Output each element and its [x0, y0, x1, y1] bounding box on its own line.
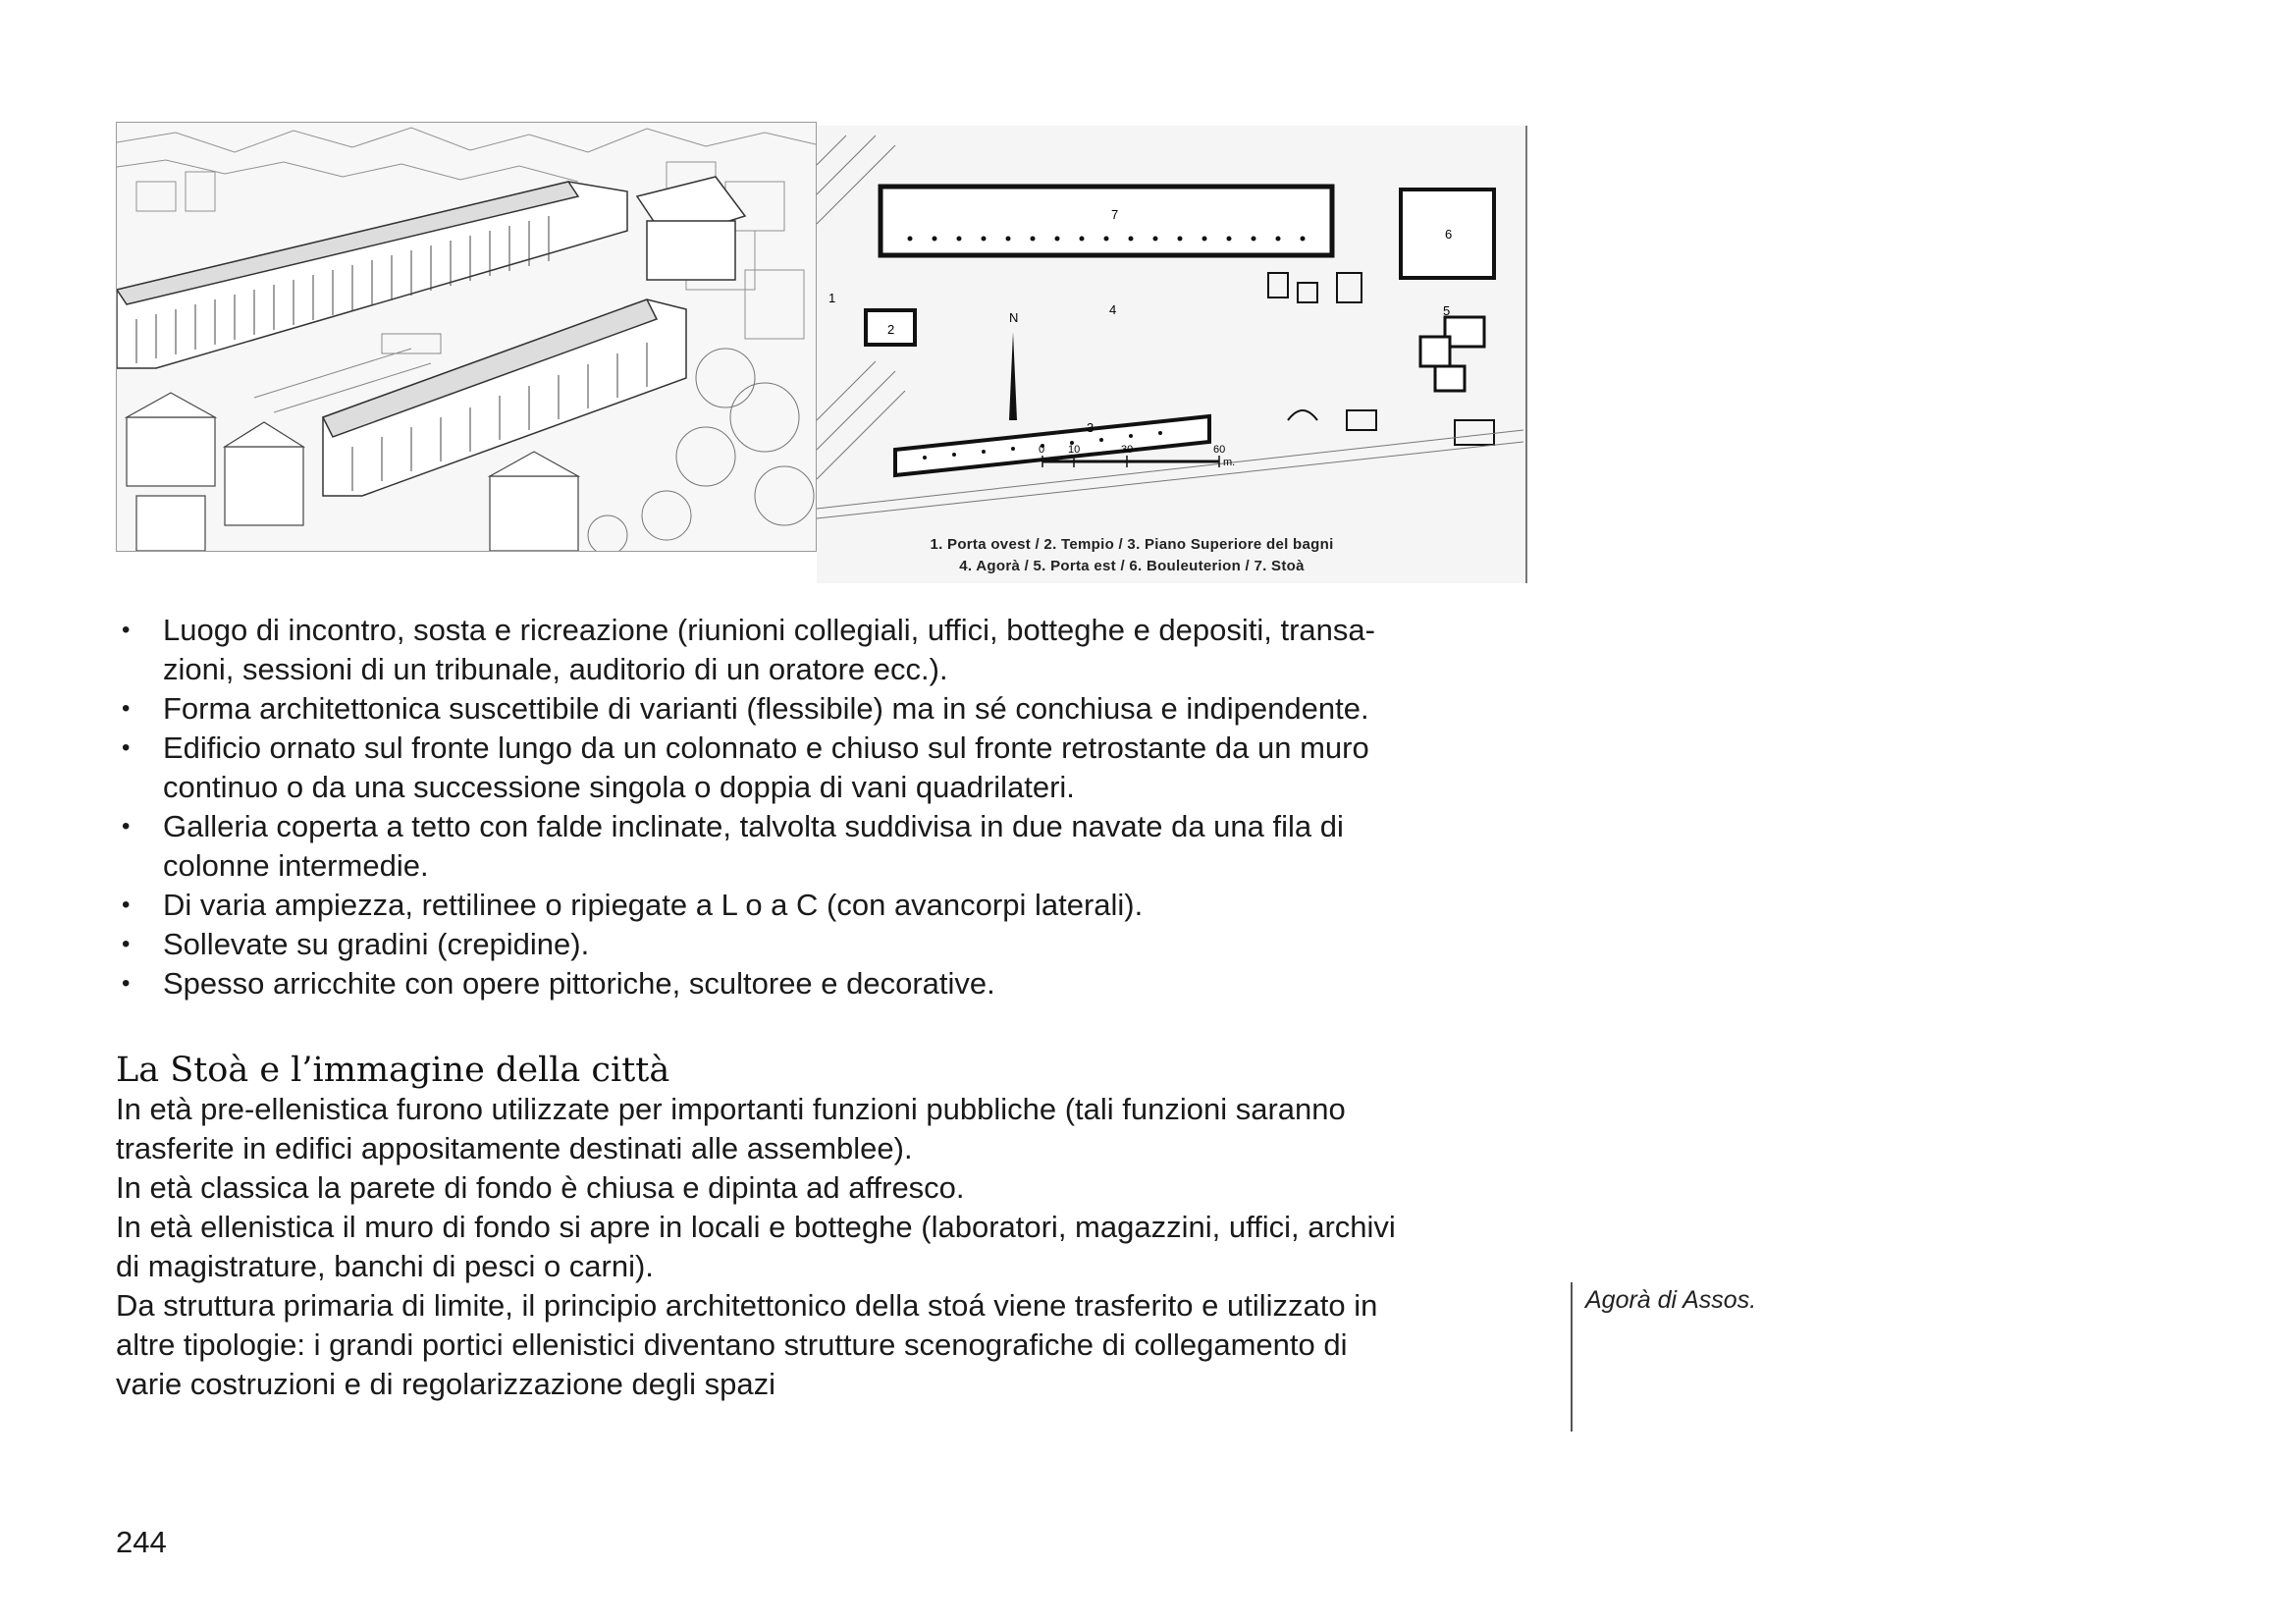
- feature-list: [116, 611, 1529, 1003]
- list-item-line: Di varia ampiezza, rettilinee o ripiegate a L o a C (con avancorpi laterali).: [163, 888, 1144, 922]
- scale-0: 0: [1039, 444, 1045, 456]
- scale-unit: m.: [1223, 457, 1236, 468]
- plan-north-label: N: [1009, 310, 1019, 325]
- plan-label-6: 6: [1445, 227, 1453, 242]
- list-item-line: Forma architettonica suscettibile di varianti (flessibile) ma in sé conchiusa e indipendente.: [163, 691, 1369, 726]
- bullet-icon: •: [122, 617, 131, 643]
- caption-rule: [1571, 1282, 1573, 1432]
- bullet-icon: •: [122, 695, 131, 722]
- plan-legend-line-1: 1. Porta ovest / 2. Tempio / 3. Piano Superiore del bagni: [930, 536, 1334, 553]
- list-item-line: Galleria coperta a tetto con falde inclinate, talvolta suddivisa in due navate da una fila di: [163, 809, 1344, 843]
- list-item-line: Luogo di incontro, sosta e ricreazione (riunioni collegiali, uffici, botteghe e depositi, transa-: [163, 613, 1375, 647]
- plan-drawing: [817, 126, 1525, 583]
- plan-legend-line-2: 4. Agorà / 5. Porta est / 6. Bouleuterion / 7. Stoà: [959, 558, 1305, 574]
- scale-10: 10: [1068, 444, 1081, 456]
- body-line: varie costruzioni e di regolarizzazione degli spazi: [116, 1367, 776, 1401]
- list-item: [116, 964, 1529, 1003]
- body-line: In età pre-ellenistica furono utilizzate per importanti funzioni pubbliche (tali funzioni saranno: [116, 1092, 1346, 1126]
- list-item-line: Spesso arricchite con opere pittoriche, scultoree e decorative.: [163, 966, 995, 1001]
- plan-label-3: 3: [1087, 420, 1095, 435]
- list-item: [116, 689, 1529, 729]
- section-body: [116, 1090, 1529, 1404]
- plan-label-1: 1: [828, 291, 836, 305]
- body-line: trasferite in edifici appositamente destinati alle assemblee).: [116, 1131, 913, 1165]
- list-item: [116, 925, 1529, 964]
- list-item-line: zioni, sessioni di un tribunale, auditorio di un oratore ecc.).: [163, 652, 948, 686]
- body-line: Da struttura primaria di limite, il principio architettonico della stoá viene trasferito e utilizzato in: [116, 1288, 1378, 1323]
- scale-30: 30: [1121, 444, 1134, 456]
- list-item: [116, 611, 1529, 689]
- list-item: [116, 729, 1529, 807]
- list-item-line: Edificio ornato sul fronte lungo da un colonnato e chiuso sul fronte retrostante da un muro: [163, 731, 1369, 765]
- bullet-icon: •: [122, 892, 131, 918]
- body-line: di magistrature, banchi di pesci o carni).: [116, 1249, 654, 1283]
- section-title: La Stoà e l’immagine della città: [116, 1051, 670, 1090]
- plan-label-7: 7: [1111, 207, 1119, 222]
- reconstruction-drawing: [116, 122, 817, 552]
- body-line: In età classica la parete di fondo è chiusa e dipinta ad affresco.: [116, 1170, 965, 1205]
- page-number: 244: [116, 1525, 167, 1559]
- list-item-line: Sollevate su gradini (crepidine).: [163, 927, 590, 961]
- list-item-line: continuo o da una successione singola o doppia di vani quadrilateri.: [163, 770, 1075, 804]
- scale-60: 60: [1213, 444, 1226, 456]
- bullet-icon: •: [122, 970, 131, 997]
- body-line: In età ellenistica il muro di fondo si apre in locali e botteghe (laboratori, magazzini, uffici, archivi: [116, 1210, 1396, 1244]
- plan-label-2: 2: [887, 322, 895, 337]
- list-item-line: colonne intermedie.: [163, 848, 429, 883]
- site-plan: [817, 126, 1527, 583]
- reconstruction-sketch: [117, 123, 816, 551]
- bullet-icon: •: [122, 813, 131, 839]
- plan-label-4: 4: [1109, 302, 1117, 317]
- bullet-icon: •: [122, 734, 131, 761]
- list-item: [116, 886, 1529, 925]
- body-line: altre tipologie: i grandi portici ellenistici diventano strutture scenografiche di collegamento di: [116, 1327, 1348, 1362]
- figure-agora-assos: [116, 122, 1525, 583]
- plan-label-5: 5: [1443, 303, 1451, 318]
- bullet-icon: •: [122, 931, 131, 957]
- list-item: [116, 807, 1529, 886]
- figure-caption: Agorà di Assos.: [1585, 1286, 1757, 1314]
